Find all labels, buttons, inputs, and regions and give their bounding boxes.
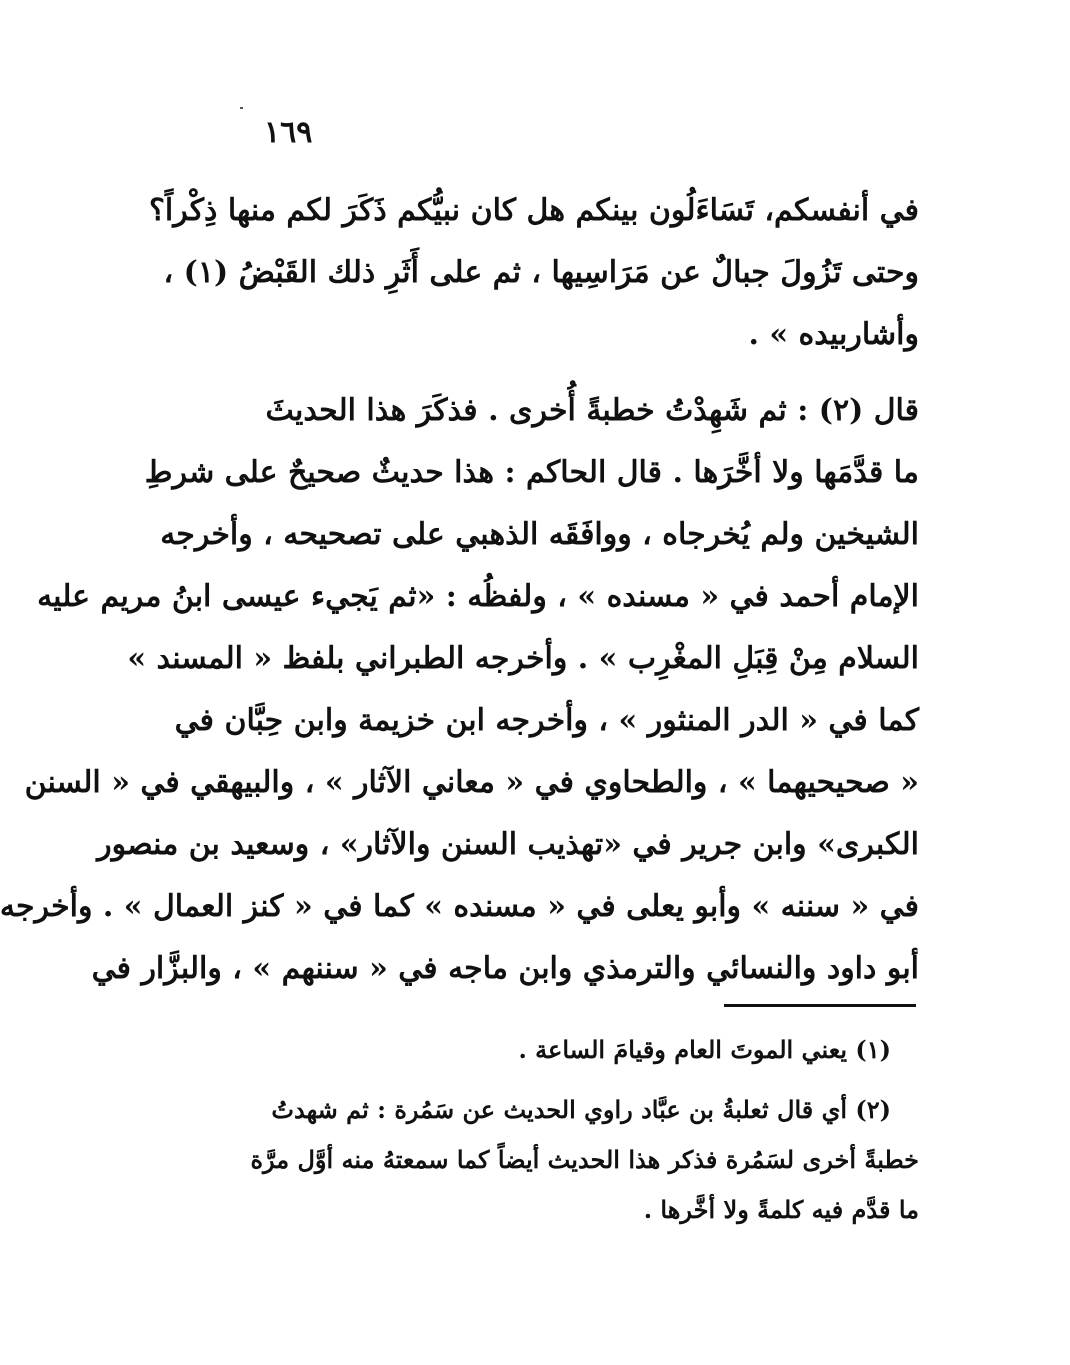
paragraph-line: قال (٢) : ثم شَهِدْتُ خطبةً أُخرى . فذكَرَ هذا الحديثَ [265,393,919,428]
footnote-2-line: ما قدَّم فيه كلمةً ولا أخَّرها . [643,1195,919,1224]
paragraph-line: الإمام أحمد في « مسنده » ، ولفظُه : «ثم يَجيء عيسى ابنُ مريم عليه [37,579,919,614]
paragraph-line: الكبرى» وابن جرير في «تهذيب السنن والآثار» ، وسعيد بن منصور [97,827,919,862]
paragraph-line: أبو داود والنسائي والترمذي وابن ماجه في « سننهم » ، والبزَّار في [91,951,919,986]
footnote-gap [274,1075,919,1085]
paragraph-line: وحتى تَزُولَ جبالٌ عن مَرَاسِيها ، ثم على أَثَرِ ذلك القَبْضُ (١) ، [163,255,919,290]
paragraph-line: ما قدَّمَها ولا أخَّرَها . قال الحاكم : هذا حديثٌ صحيحٌ على شرطِ [144,455,919,490]
paragraph-line: كما في « الدر المنثور » ، وأخرجه ابن خزيمة وابن حِبَّان في [174,703,919,738]
paragraph-line: السلام مِنْ قِبَلِ المغْرِب » . وأخرجه الطبراني بلفظ « المسند » [127,641,919,676]
footnote-divider [724,1004,916,1007]
paragraph-line: « صحيحيهما » ، والطحاوي في « معاني الآثار » ، والبيهقي في « السنن [24,765,919,800]
paragraph-line: الشيخين ولم يُخرجاه ، ووافَقَه الذهبي على تصحيحه ، وأخرجه [160,517,919,552]
paragraph-line: في أنفسكم، تَسَاءَلُون بينكم هل كان نبيُّكم ذَكَرَ لكم منها ذِكْراً؟ [148,193,919,228]
paragraph-2 [0,380,919,1000]
footnote-2-line: خطبةً أخرى لسَمُرة فذكر هذا الحديث أيضاً كما سمعتهُ منه أوَّل مرَّة [250,1145,919,1174]
footnotes [250,1025,919,1235]
footnote-2-line: (٢) أي قال ثعلبةُ بن عبَّاد راوي الحديث عن سَمُرة : ثم شهدتُ [271,1095,891,1124]
paragraph-1 [148,180,919,366]
page-number: ١٦٩ [264,115,313,150]
scan-speck [240,107,243,109]
footnote-1: (١) يعني الموتَ العام وقيامَ الساعة . [518,1035,891,1064]
paragraph-line: في « سننه » وأبو يعلى في « مسنده » كما في « كنز العمال » . وأخرجه [0,889,919,924]
paragraph-line: وأشاربيده » . [748,317,919,352]
